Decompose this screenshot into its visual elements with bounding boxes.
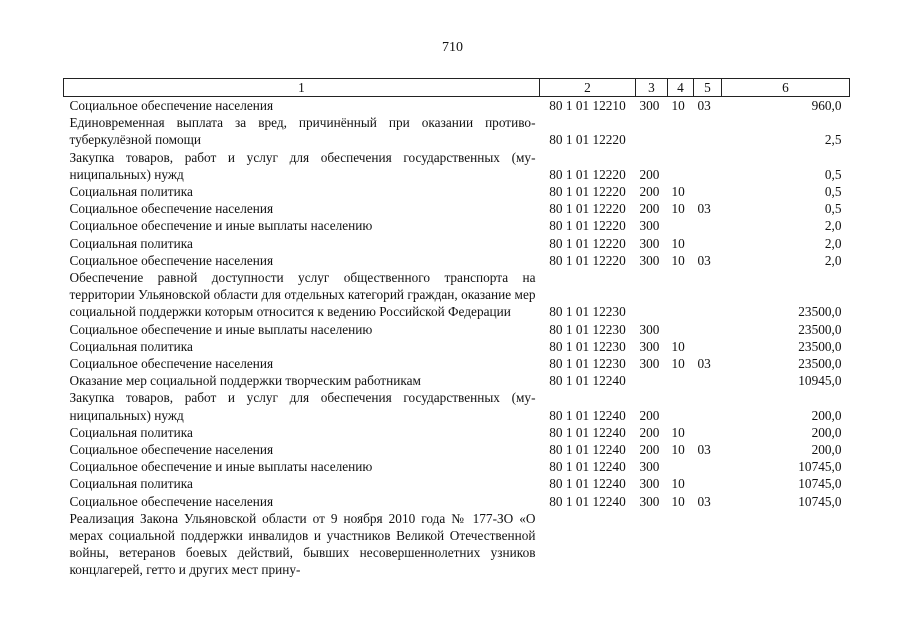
column-header-name: 1 (64, 79, 540, 97)
row-section: 10 (671, 235, 685, 251)
row-amount: 2,0 (824, 252, 842, 268)
row-expense-type: 300 (639, 493, 660, 509)
table-row (64, 510, 850, 579)
row-subsection: 03 (697, 252, 711, 268)
row-code: 80 1 01 12220 (549, 166, 626, 182)
table-row (64, 269, 850, 321)
row-section: 10 (671, 201, 685, 217)
row-section (668, 217, 694, 234)
row-section: 10 (671, 493, 685, 509)
row-code: 80 1 01 12240 (549, 459, 626, 475)
table-row (64, 183, 850, 200)
row-subsection: 03 (697, 356, 711, 372)
row-section: 10 (671, 356, 685, 372)
table-row (64, 424, 850, 441)
row-name: Социальное обеспечение населения (69, 493, 274, 509)
row-expense-type: 300 (639, 252, 660, 268)
row-subsection (694, 183, 722, 200)
table-row (64, 458, 850, 475)
table-header-row (64, 79, 850, 97)
column-header-expense-type: 3 (636, 79, 668, 97)
row-code: 80 1 01 12240 (549, 442, 626, 458)
column-header-subsection: 5 (694, 79, 722, 97)
table-row (64, 355, 850, 372)
row-name: Закупка товаров, работ и услуг для обеспечения государственных (му-ниципальных) нужд (69, 390, 536, 423)
row-name: Социальная политика (69, 476, 193, 492)
row-name: Единовременная выплата за вред, причинённый при оказании противо-туберкулёзной помощи (69, 115, 536, 148)
row-name: Закупка товаров, работ и услуг для обеспечения государственных (му-ниципальных) нужд (69, 149, 536, 182)
row-subsection (694, 235, 722, 252)
row-name: Обеспечение равной доступности услуг общественного транспорта на территории Ульяновской области для отдельных категорий граждан, оказание мер социальной поддержки которым относится к ведению Российской Федерации (69, 270, 536, 320)
row-name: Социальное обеспечение и иные выплаты населению (69, 218, 373, 234)
row-expense-type (636, 372, 668, 389)
row-section (668, 389, 694, 423)
row-name: Реализация Закона Ульяновской области от 9 ноября 2010 года № 177-ЗО «О мерах социальной поддержки инвалидов и участников Великой Отечественной войны, ветеранов боевых действий, бывших несовершеннолетних узников концлагерей, гетто и других мест прину- (69, 510, 536, 578)
row-code: 80 1 01 12240 (549, 407, 626, 423)
row-amount: 10945,0 (798, 373, 842, 389)
table-row (64, 114, 850, 148)
row-amount: 2,0 (824, 235, 842, 251)
row-section (668, 321, 694, 338)
row-code: 80 1 01 12210 (549, 98, 626, 113)
row-subsection (694, 217, 722, 234)
row-code: 80 1 01 12230 (549, 338, 626, 354)
row-section (668, 149, 694, 183)
row-expense-type: 300 (639, 459, 660, 475)
row-name: Социальное обеспечение населения (69, 201, 274, 217)
row-subsection (694, 114, 722, 148)
row-amount: 2,5 (824, 132, 842, 148)
table-body (64, 97, 850, 579)
row-code: 80 1 01 12240 (549, 373, 626, 389)
row-code: 80 1 01 12230 (549, 304, 626, 320)
table-row (64, 389, 850, 423)
row-subsection: 03 (697, 98, 711, 113)
row-subsection: 03 (697, 442, 711, 458)
table-row (64, 217, 850, 234)
budget-table (63, 78, 850, 579)
row-amount: 23500,0 (798, 304, 842, 320)
row-section (668, 372, 694, 389)
table-row (64, 321, 850, 338)
row-name: Социальная политика (69, 184, 193, 200)
row-subsection (694, 149, 722, 183)
table-row (64, 200, 850, 217)
row-subsection (694, 424, 722, 441)
row-section: 10 (671, 338, 685, 354)
row-code: 80 1 01 12240 (549, 476, 626, 492)
row-expense-type: 200 (639, 424, 660, 440)
row-section: 10 (671, 442, 685, 458)
row-expense-type: 300 (639, 356, 660, 372)
row-code: 80 1 01 12220 (549, 201, 626, 217)
row-subsection (694, 458, 722, 475)
row-amount: 10745,0 (798, 459, 842, 475)
row-section (668, 510, 694, 579)
row-amount: 10745,0 (798, 476, 842, 492)
row-section: 10 (671, 424, 685, 440)
row-code: 80 1 01 12220 (549, 235, 626, 251)
row-expense-type (636, 510, 668, 579)
row-amount: 23500,0 (798, 356, 842, 372)
row-code: 80 1 01 12220 (549, 218, 626, 234)
row-subsection (694, 269, 722, 321)
row-section: 10 (671, 252, 685, 268)
row-name: Социальное обеспечение и иные выплаты населению (69, 459, 373, 475)
table-row (64, 252, 850, 269)
row-expense-type: 200 (639, 442, 660, 458)
table-row (64, 149, 850, 183)
row-amount: 0,5 (824, 166, 842, 182)
row-subsection: 03 (697, 493, 711, 509)
row-section: 10 (671, 184, 685, 200)
row-subsection: 03 (697, 201, 711, 217)
row-code (540, 510, 636, 579)
row-subsection (694, 510, 722, 579)
row-amount: 0,5 (824, 184, 842, 200)
row-section (668, 114, 694, 148)
row-amount: 23500,0 (798, 321, 842, 337)
row-expense-type: 300 (639, 476, 660, 492)
row-code: 80 1 01 12240 (549, 424, 626, 440)
row-expense-type: 300 (639, 98, 660, 113)
row-amount (722, 510, 850, 579)
table-row (64, 372, 850, 389)
row-code: 80 1 01 12220 (549, 132, 626, 148)
row-expense-type: 300 (639, 218, 660, 234)
row-amount: 200,0 (811, 442, 842, 458)
row-subsection (694, 475, 722, 492)
row-amount: 0,5 (824, 201, 842, 217)
row-code: 80 1 01 12240 (549, 493, 626, 509)
table-row (64, 97, 850, 115)
table-row (64, 493, 850, 510)
table-row (64, 338, 850, 355)
row-expense-type: 300 (639, 235, 660, 251)
column-header-amount: 6 (722, 79, 850, 97)
row-subsection (694, 372, 722, 389)
table-row (64, 475, 850, 492)
row-section: 10 (671, 476, 685, 492)
row-expense-type: 200 (639, 201, 660, 217)
row-subsection (694, 338, 722, 355)
row-expense-type: 300 (639, 321, 660, 337)
row-name: Социальное обеспечение населения (69, 252, 274, 268)
row-amount: 23500,0 (798, 338, 842, 354)
row-expense-type: 300 (639, 338, 660, 354)
row-name: Социальная политика (69, 424, 193, 440)
row-name: Социальное обеспечение населения (69, 98, 274, 113)
row-amount: 960,0 (811, 98, 842, 113)
row-expense-type (636, 269, 668, 321)
row-amount: 200,0 (811, 424, 842, 440)
row-expense-type: 200 (639, 184, 660, 200)
row-name: Социальная политика (69, 235, 193, 251)
row-name: Социальное обеспечение и иные выплаты населению (69, 321, 373, 337)
row-subsection (694, 389, 722, 423)
column-header-code: 2 (540, 79, 636, 97)
row-name: Оказание мер социальной поддержки творческим работникам (69, 373, 421, 389)
row-name: Социальное обеспечение населения (69, 356, 274, 372)
table-row (64, 235, 850, 252)
row-expense-type: 200 (639, 407, 660, 423)
row-code: 80 1 01 12230 (549, 356, 626, 372)
row-expense-type: 200 (639, 166, 660, 182)
row-amount: 200,0 (811, 407, 842, 423)
column-header-section: 4 (668, 79, 694, 97)
row-section: 10 (671, 98, 685, 113)
row-amount: 2,0 (824, 218, 842, 234)
row-amount: 10745,0 (798, 493, 842, 509)
row-name: Социальная политика (69, 338, 193, 354)
row-section (668, 269, 694, 321)
page-number: 710 (442, 40, 463, 55)
row-section (668, 458, 694, 475)
row-expense-type (636, 114, 668, 148)
row-subsection (694, 321, 722, 338)
row-code: 80 1 01 12220 (549, 252, 626, 268)
row-code: 80 1 01 12230 (549, 321, 626, 337)
row-code: 80 1 01 12220 (549, 184, 626, 200)
table-row (64, 441, 850, 458)
row-name: Социальное обеспечение населения (69, 442, 274, 458)
